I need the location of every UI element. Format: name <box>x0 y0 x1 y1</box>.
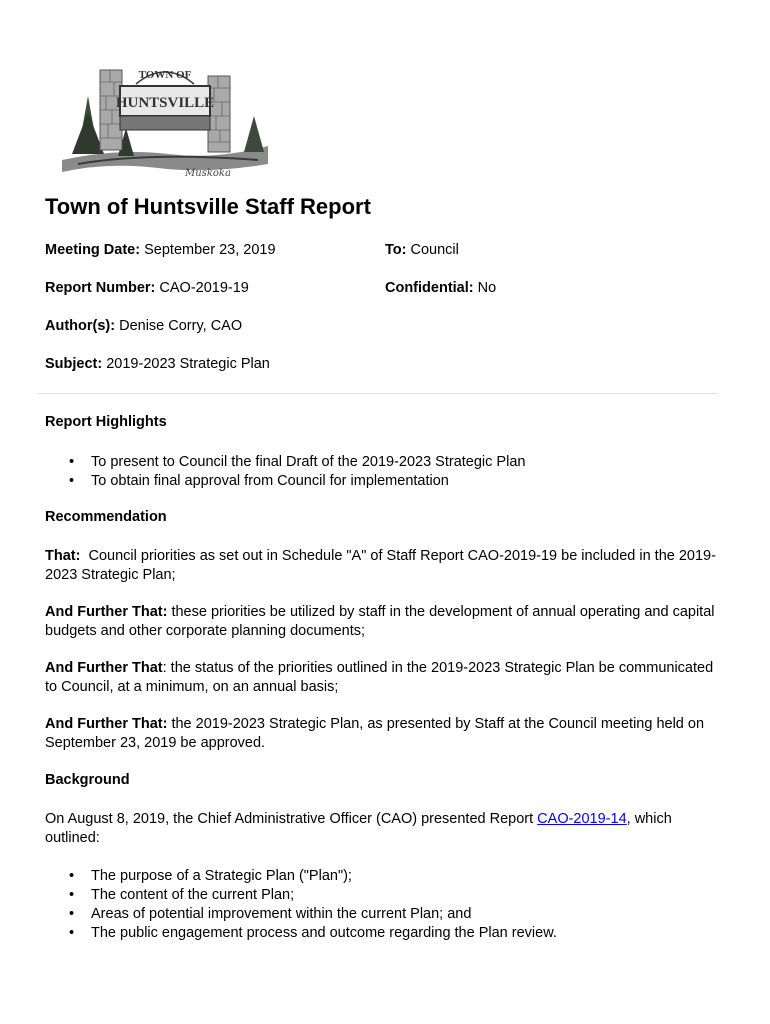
logo-script-text: Muskoka <box>185 168 231 179</box>
subject-field <box>45 356 270 372</box>
recommendation-paragraph <box>45 547 725 585</box>
background-list <box>45 867 557 943</box>
to-field <box>385 242 459 258</box>
paragraph-text: : the status of the priorities outlined in the 2019-2023 Strategic Plan be communicated to Council, at a minimum, on an annual basis; <box>45 660 714 695</box>
report-number-field <box>45 280 249 296</box>
list-item: • Areas of potential improvement within the current Plan; and <box>45 905 557 924</box>
list-item: • To present to Council the final Draft of the 2019-2023 Strategic Plan <box>45 453 525 472</box>
confidential-label: Confidential: <box>385 280 474 296</box>
paragraph-lead: And Further That <box>45 660 163 676</box>
report-link[interactable]: CAO-2019-14 <box>537 811 627 827</box>
subject-value: 2019-2023 Strategic Plan <box>106 356 270 372</box>
paragraph-text: the 2019-2023 Strategic Plan, as presented by Staff at the Council meeting held on September 23, 2019 be approved. <box>45 716 705 751</box>
page-title: Town of Huntsville Staff Report <box>45 194 371 219</box>
recommendation-paragraph <box>45 659 725 697</box>
logo-top-text: TOWN OF <box>138 69 192 81</box>
authors-label: Author(s): <box>45 318 116 334</box>
report-number-label: Report Number: <box>45 280 156 296</box>
subject-label: Subject: <box>45 356 103 372</box>
paragraph-text: these priorities be utilized by staff in the development of annual operating and capital budgets and other corporate planning documents; <box>45 604 715 639</box>
paragraph-lead: And Further That: <box>45 604 168 620</box>
meeting-date-value: September 23, 2019 <box>144 242 276 258</box>
meeting-date-field <box>45 242 276 258</box>
recommendation-paragraph <box>45 603 725 641</box>
to-label: To: <box>385 242 407 258</box>
to-value: Council <box>410 242 459 258</box>
logo-name-text: HUNTSVILLE <box>115 95 215 111</box>
highlights-list <box>45 453 525 491</box>
confidential-field <box>385 280 496 296</box>
town-crest-logo <box>58 56 270 180</box>
list-item: • To obtain final approval from Council for implementation <box>45 472 525 491</box>
list-item: • The content of the current Plan; <box>45 886 557 905</box>
report-number-value: CAO-2019-19 <box>159 280 249 296</box>
paragraph-text: Council priorities as set out in Schedule "A" of Staff Report CAO-2019-19 be included in the 2019-2023 Strategic Plan; <box>45 548 716 583</box>
intro-text: , which outlined: <box>45 811 672 846</box>
section-divider <box>38 393 718 394</box>
background-heading: Background <box>45 772 130 788</box>
confidential-value: No <box>477 280 497 296</box>
authors-value: Denise Corry, CAO <box>119 318 243 334</box>
intro-text: On August 8, 2019, the Chief Administrative Officer (CAO) presented Report <box>45 811 538 827</box>
background-intro <box>45 810 725 848</box>
recommendation-paragraph <box>45 715 725 753</box>
recommendation-heading: Recommendation <box>45 509 167 525</box>
paragraph-lead: And Further That: <box>45 716 168 732</box>
authors-field <box>45 318 242 334</box>
paragraph-lead: That: <box>45 548 81 564</box>
highlights-heading: Report Highlights <box>45 414 167 430</box>
meeting-date-label: Meeting Date: <box>45 242 141 258</box>
list-item: • The purpose of a Strategic Plan ("Plan"); <box>45 867 557 886</box>
list-item: • The public engagement process and outcome regarding the Plan review. <box>45 924 557 943</box>
